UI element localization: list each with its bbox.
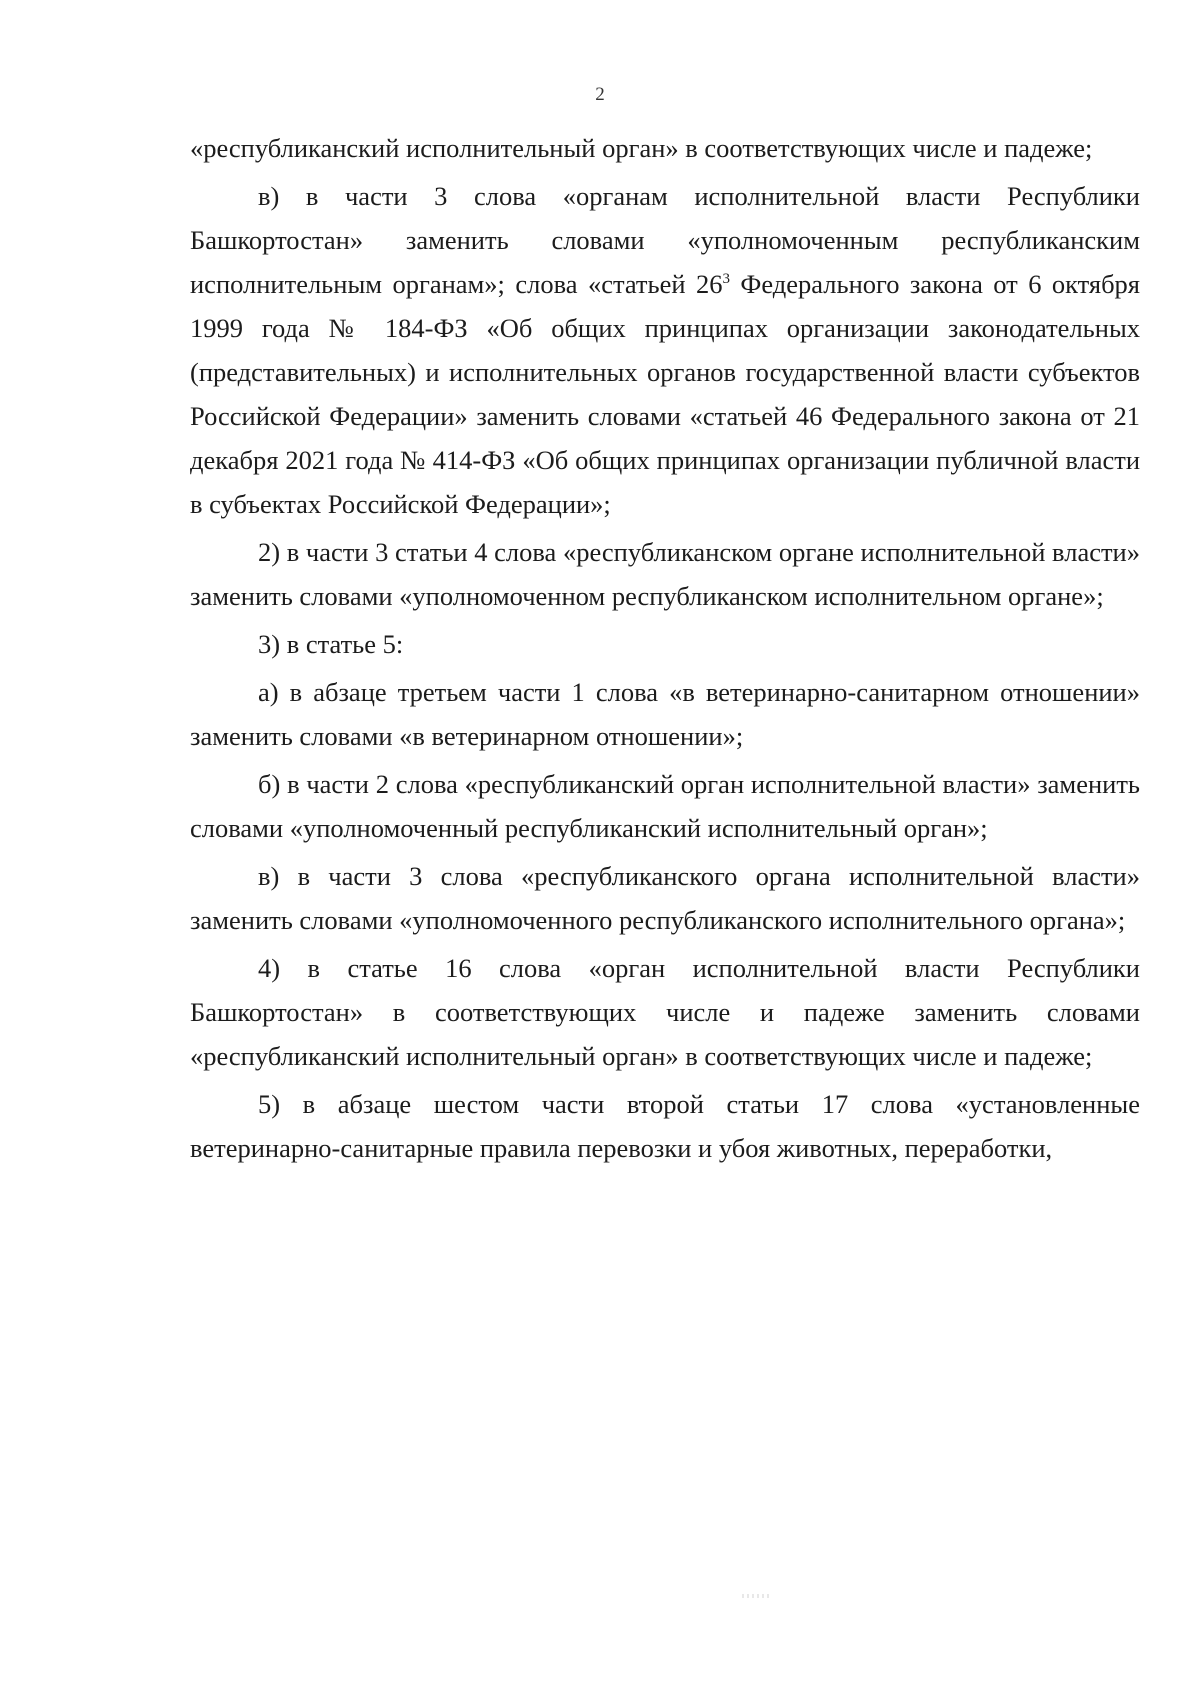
paragraph-item-3a: а) в абзаце третьем части 1 слова «в ветеринарно-санитарном отношении» заменить словами «в ветеринарном отношении»; [190, 677, 1140, 751]
paragraph-item-1v-text-after: Федерального закона от 6 октября 1999 года № 184-ФЗ «Об общих принципах организации законодательных (представительных) и исполнительных органов государственной власти субъектов Российской Федерации» заменить словами «статьей 46 Федерального закона от 21 декабря 2021 года № 414-ФЗ «Об общих принципах организации публичной власти в субъектах Российской Федерации»; [190, 269, 1140, 519]
document-body [190, 126, 1140, 1174]
scan-artifact [742, 1594, 770, 1598]
paragraph-item-3: 3) в статье 5: [258, 629, 404, 659]
paragraph-item-2: 2) в части 3 статьи 4 слова «республиканском органе исполнительной власти» заменить словами «уполномоченном республиканском исполнительном органе»; [190, 537, 1140, 611]
superscript-article-number: 3 [722, 271, 730, 287]
paragraph-item-1v-text-before: в) в части 3 слова «органам исполнительной власти Республики Башкортостан» заменить словами «уполномоченным республиканским исполнительным органам»; слова «статьей 26 [190, 181, 1140, 299]
paragraph-item-4: 4) в статье 16 слова «орган исполнительной власти Республики Башкортостан» в соответствующих числе и падеже заменить словами «республиканский исполнительный орган» в соответствующих числе и падеже; [190, 953, 1140, 1071]
paragraph-item-3v: в) в части 3 слова «республиканского органа исполнительной власти» заменить словами «уполномоченного республиканского исполнительного органа»; [190, 861, 1140, 935]
paragraph-item-5: 5) в абзаце шестом части второй статьи 17 слова «установленные ветеринарно-санитарные правила перевозки и убоя животных, переработки, [190, 1089, 1140, 1163]
page-number: 2 [595, 84, 605, 105]
paragraph-item-3b: б) в части 2 слова «республиканский орган исполнительной власти» заменить словами «уполномоченный республиканский исполнительный орган»; [190, 769, 1140, 843]
paragraph-continuation: «республиканский исполнительный орган» в соответствующих числе и падеже; [190, 133, 1093, 163]
paragraph-item-1v [190, 174, 1140, 526]
